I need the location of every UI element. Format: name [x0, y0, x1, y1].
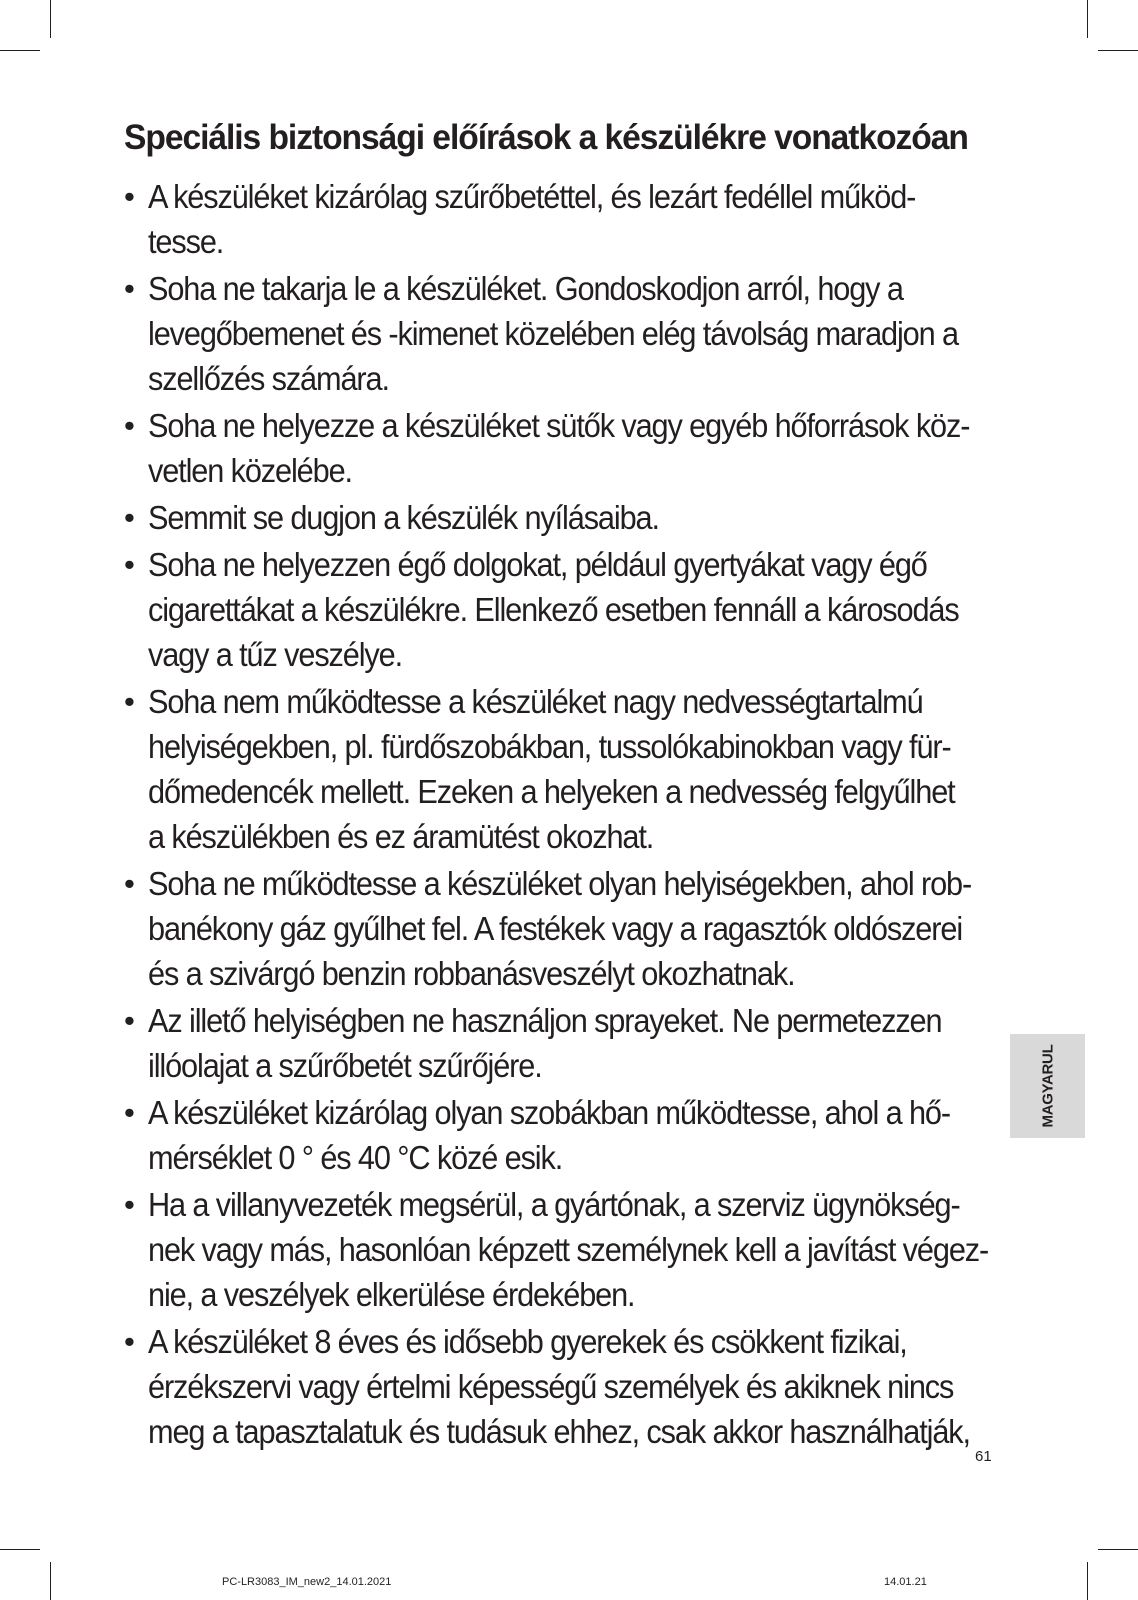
bullet-text-line: nie, a veszélyek elkerülése érdekében. — [148, 1276, 635, 1313]
bullet-icon: • — [124, 1095, 135, 1130]
list-item — [124, 266, 1024, 401]
bullet-text-line: és a szivárgó benzin robbanásveszélyt okozhatnak. — [148, 955, 795, 992]
crop-mark-bottom-left-vertical — [50, 1562, 51, 1600]
page-number: 61 — [975, 1448, 992, 1465]
bullet-text-line: Az illető helyiségben ne használjon sprayeket. Ne permetezzen — [148, 1002, 942, 1039]
bullet-text-line: A készüléket 8 éves és idősebb gyerekek és csökkent fizikai, — [148, 1323, 907, 1360]
bullet-text-line: Soha ne működtesse a készüléket olyan helyiségekben, ahol rob- — [148, 865, 972, 902]
bullet-icon: • — [124, 684, 135, 719]
list-item — [124, 1319, 1024, 1454]
crop-mark-bottom-right-vertical — [1087, 1562, 1088, 1600]
bullet-text-line: Soha ne helyezzen égő dolgokat, például gyertyákat vagy égő — [148, 546, 927, 583]
bullet-text-line: A készüléket kizárólag olyan szobákban működtesse, ahol a hő- — [148, 1094, 950, 1131]
bullet-text-line: helyiségekben, pl. fürdőszobákban, tussolókabinokban vagy für- — [148, 728, 951, 765]
bullet-text-line: tesse. — [148, 223, 224, 260]
safety-bullet-list — [124, 174, 1024, 1456]
list-item — [124, 861, 1024, 996]
language-side-tab — [1010, 1034, 1085, 1138]
bullet-icon: • — [124, 1003, 135, 1038]
crop-mark-top-right-horizontal — [1098, 50, 1138, 51]
crop-mark-bottom-left-horizontal — [0, 1549, 40, 1550]
bullet-text-line: érzékszervi vagy értelmi képességű személyek és akiknek nincs — [148, 1368, 954, 1405]
footer-date: 14.01.21 — [884, 1576, 927, 1588]
footer-file-name: PC-LR3083_IM_new2_14.01.2021 — [222, 1576, 392, 1588]
list-item — [124, 998, 1024, 1088]
bullet-icon: • — [124, 500, 135, 535]
bullet-text-line: nek vagy más, hasonlóan képzett személynek kell a javítást végez- — [148, 1231, 989, 1268]
crop-mark-top-left-horizontal — [0, 50, 40, 51]
section-heading: Speciális biztonsági előírások a készülékre vonatkozóan — [124, 118, 968, 157]
bullet-text-line: levegőbemenet és -kimenet közelében elég távolság maradjon a — [148, 315, 958, 352]
list-item — [124, 174, 1024, 264]
bullet-icon: • — [124, 408, 135, 443]
list-item — [124, 1182, 1024, 1317]
bullet-icon: • — [124, 271, 135, 306]
bullet-text-line: Soha ne takarja le a készüléket. Gondoskodjon arról, hogy a — [148, 270, 903, 307]
language-side-tab-label: MAGYARUL — [1039, 1044, 1056, 1128]
bullet-text-line: mérséklet 0 ° és 40 °C közé esik. — [148, 1139, 563, 1176]
crop-mark-top-right-vertical — [1087, 0, 1088, 38]
list-item — [124, 403, 1024, 493]
bullet-icon: • — [124, 1324, 135, 1359]
bullet-text-line: a készülékben és ez áramütést okozhat. — [148, 818, 654, 855]
bullet-icon: • — [124, 866, 135, 901]
bullet-icon: • — [124, 179, 135, 214]
bullet-text-line: meg a tapasztalatuk és tudásuk ehhez, csak akkor használhatják, — [148, 1413, 970, 1450]
list-item — [124, 679, 1024, 859]
bullet-text-line: vetlen közelébe. — [148, 452, 352, 489]
bullet-icon: • — [124, 547, 135, 582]
bullet-text-line: Soha ne helyezze a készüléket sütők vagy egyéb hőforrások köz- — [148, 407, 970, 444]
bullet-icon: • — [124, 1187, 135, 1222]
bullet-text-line: Ha a villanyvezeték megsérül, a gyártónak, a szerviz ügynökség- — [148, 1186, 960, 1223]
bullet-text-line: dőmedencék mellett. Ezeken a helyeken a nedvesség felgyűlhet — [148, 773, 955, 810]
crop-mark-top-left-vertical — [50, 0, 51, 38]
bullet-text-line: Semmit se dugjon a készülék nyílásaiba. — [148, 499, 659, 536]
bullet-text-line: A készüléket kizárólag szűrőbetéttel, és lezárt fedéllel működ- — [148, 178, 916, 215]
bullet-text-line: vagy a tűz veszélye. — [148, 636, 403, 673]
list-item — [124, 495, 1024, 540]
bullet-text-line: banékony gáz gyűlhet fel. A festékek vagy a ragasztók oldószerei — [148, 910, 963, 947]
bullet-text-line: szellőzés számára. — [148, 360, 389, 397]
bullet-text-line: illóolajat a szűrőbetét szűrőjére. — [148, 1047, 542, 1084]
list-item — [124, 542, 1024, 677]
bullet-text-line: cigarettákat a készülékre. Ellenkező esetben fennáll a károsodás — [148, 591, 959, 628]
list-item — [124, 1090, 1024, 1180]
crop-mark-bottom-right-horizontal — [1098, 1549, 1138, 1550]
bullet-text-line: Soha nem működtesse a készüléket nagy nedvességtartalmú — [148, 683, 923, 720]
